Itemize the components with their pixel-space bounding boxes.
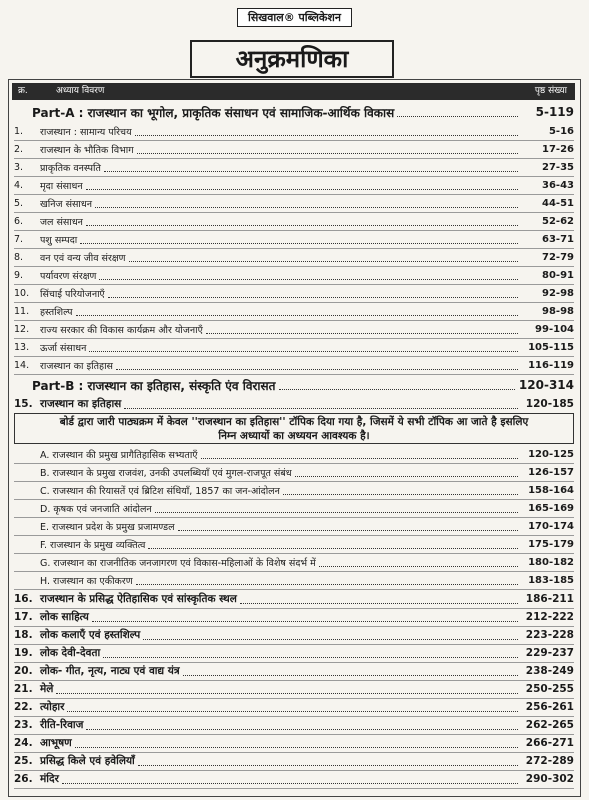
toc-pages: 183-185 — [528, 574, 574, 586]
toc-text: प्रसिद्ध किले एवं हवेलियाँ — [40, 755, 135, 767]
toc-text: राजस्थान के प्रसिद्ध ऐतिहासिक एवं सांस्कृतिक स्थल — [40, 593, 237, 605]
dot-leader — [89, 351, 518, 352]
toc-entry[interactable] — [14, 716, 574, 735]
toc-text: जल संसाधन — [40, 216, 83, 228]
dot-leader — [283, 494, 518, 495]
dot-leader — [279, 389, 515, 390]
dot-leader — [56, 693, 518, 694]
toc-text: F. राजस्थान के प्रमुख व्यक्तित्व — [40, 539, 146, 551]
toc-pages: 44-51 — [542, 197, 574, 209]
part-b-heading[interactable] — [14, 376, 574, 394]
part-b-title: Part-B : राजस्थान का इतिहास, संस्कृति एंव विरासत — [32, 378, 276, 393]
toc-pages: 165-169 — [528, 502, 574, 514]
dot-leader — [129, 261, 518, 262]
toc-num: 13. — [14, 341, 30, 353]
toc-num: 1. — [14, 125, 24, 137]
toc-num: 3. — [14, 161, 24, 173]
toc-subentry[interactable] — [14, 481, 574, 500]
toc-text: पशु सम्पदा — [40, 234, 78, 246]
toc-entry[interactable] — [14, 284, 574, 303]
toc-subentry[interactable] — [14, 571, 574, 590]
toc-num: 21. — [14, 683, 33, 695]
toc-num: 8. — [14, 251, 24, 263]
dot-leader — [108, 297, 518, 298]
toc-entry[interactable] — [14, 176, 574, 195]
toc-text: B. राजस्थान के प्रमुख राजवंश, उनकी उपलब्धियाँ एवं मुगल-राजपूत संबंध — [40, 467, 292, 479]
dot-leader — [95, 207, 518, 208]
dot-leader — [148, 548, 518, 549]
toc-num: 19. — [14, 647, 33, 659]
toc-pages: 266-271 — [525, 737, 574, 749]
dot-leader — [183, 675, 518, 676]
toc-pages: 223-228 — [525, 629, 574, 641]
part-b-pages: 120-314 — [518, 378, 574, 392]
toc-entry[interactable] — [14, 230, 574, 249]
toc-text: सिंचाई परियोजनाएँ — [40, 288, 105, 300]
dot-leader — [104, 171, 518, 172]
toc-entry[interactable] — [14, 266, 574, 285]
toc-text: H. राजस्थान का एकीकरण — [40, 575, 133, 587]
part-a-pages: 5-119 — [535, 105, 574, 119]
toc-text: वन एवं वन्य जीव संरक्षण — [40, 252, 126, 264]
toc-text: लोक साहित्य — [40, 611, 89, 623]
toc-num: 24. — [14, 737, 33, 749]
toc-text: रीति-रिवाज — [40, 719, 84, 731]
toc-subentry[interactable] — [14, 499, 574, 518]
dot-leader — [138, 765, 518, 766]
toc-subentry[interactable] — [14, 517, 574, 536]
toc-text: मृदा संसाधन — [40, 180, 83, 192]
toc-num: 23. — [14, 719, 33, 731]
toc-pages: 180-182 — [528, 556, 574, 568]
toc-pages: 105-115 — [528, 341, 574, 353]
toc-pages: 63-71 — [542, 233, 574, 245]
toc-text: G. राजस्थान का राजनीतिक जनजागरण एवं विकास-महिलाओं के विशेष संदर्भ में — [40, 557, 316, 569]
toc-text: प्राकृतिक वनस्पति — [40, 162, 101, 174]
toc-num: 20. — [14, 665, 33, 677]
toc-entry[interactable] — [14, 698, 574, 717]
publisher-banner — [0, 6, 589, 27]
toc-pages: 262-265 — [525, 719, 574, 731]
notice-line-2: निम्न अध्यायों का अध्ययन आवश्यक है। — [218, 430, 370, 442]
toc-entry[interactable] — [14, 680, 574, 699]
toc-text: राजस्थान के भौतिक विभाग — [40, 144, 134, 156]
toc-num: 14. — [14, 359, 30, 371]
toc-text: राजस्थान : सामान्य परिचय — [40, 126, 132, 138]
toc-pages: 175-179 — [528, 538, 574, 550]
serial-header: क्र. — [18, 86, 28, 96]
dot-leader — [155, 512, 518, 513]
toc-pages: 170-174 — [528, 520, 574, 532]
toc-text: राजस्थान का इतिहास — [40, 360, 113, 372]
toc-num: 9. — [14, 269, 24, 281]
toc-num: 16. — [14, 593, 33, 605]
dot-leader — [80, 243, 518, 244]
toc-pages: 120-125 — [528, 448, 574, 460]
page-header: पृष्ठ संख्या — [534, 86, 567, 96]
toc-pages: 229-237 — [525, 647, 574, 659]
toc-pages: 256-261 — [525, 701, 574, 713]
dot-leader — [206, 333, 518, 334]
toc-entry[interactable] — [14, 395, 574, 413]
toc-pages: 80-91 — [542, 269, 574, 281]
toc-pages: 116-119 — [528, 359, 574, 371]
dot-leader — [76, 315, 518, 316]
toc-pages: 158-164 — [528, 484, 574, 496]
dot-leader — [178, 530, 518, 531]
toc-subentry[interactable] — [14, 445, 574, 464]
toc-pages: 52-62 — [542, 215, 574, 227]
toc-pages: 186-211 — [525, 593, 574, 605]
dot-leader — [143, 639, 518, 640]
toc-num: 7. — [14, 233, 24, 245]
toc-num: 6. — [14, 215, 24, 227]
toc-text: मंदिर — [40, 773, 59, 785]
toc-entry[interactable] — [14, 194, 574, 213]
toc-entry[interactable] — [14, 320, 574, 339]
syllabus-notice — [14, 413, 574, 444]
toc-num: 26. — [14, 773, 33, 785]
toc-num: 17. — [14, 611, 33, 623]
toc-pages: 17-26 — [542, 143, 574, 155]
dot-leader — [86, 729, 518, 730]
dot-leader — [124, 408, 518, 409]
dot-leader — [92, 621, 518, 622]
toc-pages: 120-185 — [525, 398, 574, 410]
toc-text: मेले — [40, 683, 54, 695]
toc-text: पर्यावरण संरक्षण — [40, 270, 97, 282]
dot-leader — [295, 476, 518, 477]
toc-num: 25. — [14, 755, 33, 767]
toc-entry[interactable] — [14, 770, 574, 789]
toc-pages: 126-157 — [528, 466, 574, 478]
toc-pages: 290-302 — [525, 773, 574, 785]
toc-text: लोक देवी-देवता — [40, 647, 101, 659]
toc-entry[interactable] — [14, 338, 574, 357]
dot-leader — [62, 783, 518, 784]
toc-num: 12. — [14, 323, 30, 335]
toc-pages: 5-16 — [548, 125, 574, 137]
toc-text: राज्य सरकार की विकास कार्यक्रम और योजनाएँ — [40, 324, 203, 336]
toc-text: D. कृषक एवं जनजाति आंदोलन — [40, 503, 152, 515]
toc-num: 15. — [14, 398, 33, 410]
toc-entry[interactable] — [14, 248, 574, 267]
toc-entry[interactable] — [14, 662, 574, 681]
dot-leader — [103, 657, 518, 658]
dot-leader — [136, 584, 518, 585]
toc-text: आभूषण — [40, 737, 72, 749]
dot-leader — [137, 153, 518, 154]
toc-num: 4. — [14, 179, 24, 191]
toc-num: 11. — [14, 305, 30, 317]
toc-entry[interactable] — [14, 734, 574, 753]
toc-pages: 272-289 — [525, 755, 574, 767]
dot-leader — [116, 369, 518, 370]
toc-num: 10. — [14, 287, 30, 299]
page-title-box — [190, 40, 394, 78]
toc-text: लोक- गीत, नृत्य, नाट्य एवं वाद्य यंत्र — [40, 665, 180, 677]
toc-pages: 212-222 — [525, 611, 574, 623]
table-header — [12, 83, 575, 100]
toc-entry[interactable] — [14, 608, 574, 627]
toc-pages: 238-249 — [525, 665, 574, 677]
toc-text: E. राजस्थान प्रदेश के प्रमुख प्रजामण्डल — [40, 521, 175, 533]
toc-entry[interactable] — [14, 356, 574, 375]
toc-subentry[interactable] — [14, 463, 574, 482]
toc-text: खनिज संसाधन — [40, 198, 92, 210]
toc-entry[interactable] — [14, 302, 574, 321]
part-a-title: Part-A : राजस्थान का भूगोल, प्राकृतिक संसाधन एवं सामाजिक-आर्थिक विकास — [32, 105, 395, 120]
toc-subentry[interactable] — [14, 553, 574, 572]
toc-entry[interactable] — [14, 158, 574, 177]
toc-subentry[interactable] — [14, 535, 574, 554]
toc-pages: 92-98 — [542, 287, 574, 299]
toc-num: 5. — [14, 197, 24, 209]
toc-entry[interactable] — [14, 626, 574, 645]
dot-leader — [75, 747, 518, 748]
dot-leader — [319, 566, 518, 567]
part-a-heading[interactable] — [14, 103, 574, 121]
toc-pages: 99-104 — [535, 323, 574, 335]
publisher-name: सिखवाल® पब्लिकेशन — [237, 8, 352, 27]
dot-leader — [397, 116, 518, 117]
chapter-header: अध्याय विवरण — [56, 86, 105, 96]
toc-pages: 27-35 — [542, 161, 574, 173]
dot-leader — [86, 189, 518, 190]
toc-text: हस्तशिल्प — [40, 306, 73, 318]
toc-num: 22. — [14, 701, 33, 713]
toc-entry[interactable] — [14, 644, 574, 663]
dot-leader — [135, 135, 518, 136]
toc-num: 18. — [14, 629, 33, 641]
notice-line-1: बोर्ड द्वारा जारी पाठ्यक्रम में केवल ''राजस्थान का इतिहास'' टॉपिक दिया गया है, जिसमें ये सभी टॉपिक आ जाते है इसलिए — [59, 416, 529, 428]
toc-entry[interactable] — [14, 122, 574, 141]
toc-text: A. राजस्थान की प्रमुख प्रागैतिहासिक सभ्यताएँ — [40, 449, 198, 461]
dot-leader — [201, 458, 518, 459]
toc-num: 2. — [14, 143, 24, 155]
dot-leader — [240, 603, 518, 604]
toc-entry[interactable] — [14, 140, 574, 159]
toc-text: त्योहार — [40, 701, 65, 713]
dot-leader — [99, 279, 518, 280]
toc-text: ऊर्जा संसाधन — [40, 342, 87, 354]
toc-pages: 72-79 — [542, 251, 574, 263]
dot-leader — [67, 711, 518, 712]
toc-text: C. राजस्थान की रियासतें एवं ब्रिटिश संधियाँ, 1857 का जन-आंदोलन — [40, 485, 280, 497]
toc-pages: 36-43 — [542, 179, 574, 191]
toc-entry[interactable] — [14, 752, 574, 771]
toc-pages: 98-98 — [542, 305, 574, 317]
toc-text: राजस्थान का इतिहास — [40, 398, 122, 410]
dot-leader — [86, 225, 518, 226]
page-title: अनुक्रमणिका — [235, 45, 349, 73]
toc-entry[interactable] — [14, 212, 574, 231]
toc-entry[interactable] — [14, 590, 574, 609]
toc-pages: 250-255 — [525, 683, 574, 695]
toc-text: लोक कलाएँ एवं हस्तशिल्प — [40, 629, 141, 641]
